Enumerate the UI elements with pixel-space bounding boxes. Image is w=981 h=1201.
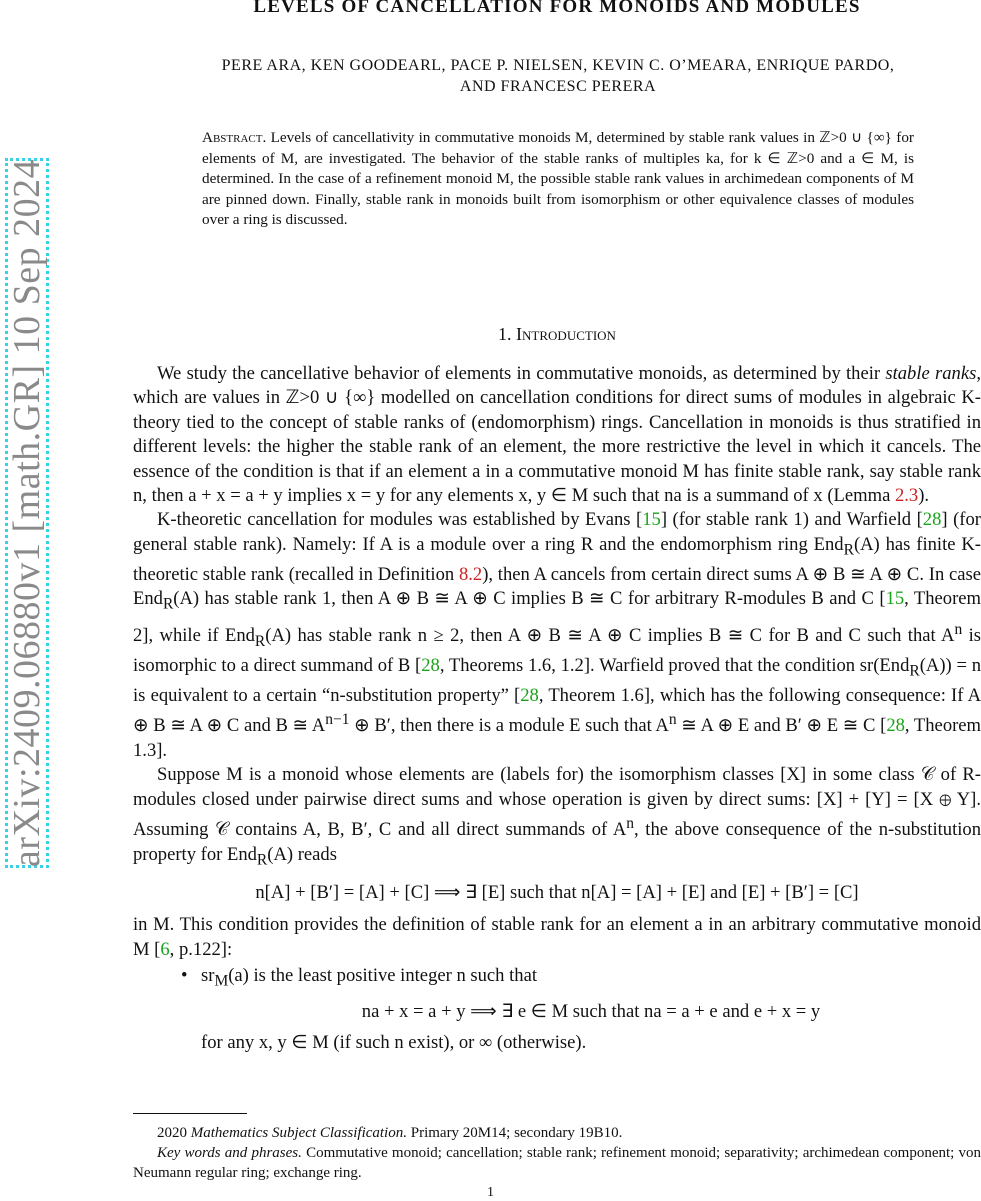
text-run: sr <box>201 965 215 987</box>
superscript: n <box>954 620 963 638</box>
text-run: Suppose M is a monoid whose elements are (labels for) the isomorphism classes [X] in some class 𝒞 of R-modules closed under pairwise direct sums and whose operation is given by direct sums: [X] + [Y] = [X ⊕ Y]. Assuming 𝒞 contains A, B, B′, C and all direct summands of A <box>133 764 981 841</box>
superscript: n−1 <box>325 711 350 729</box>
paragraph-3 <box>133 763 981 873</box>
text-run: , Theorems 1.6, 1.2]. Warfield proved that the condition sr(End <box>439 654 910 676</box>
bullet-item <box>181 964 981 994</box>
text-run: K-theoretic cancellation for modules was established by Evans [ <box>157 509 643 531</box>
citation-link[interactable]: 28 <box>886 715 905 737</box>
lemma-link[interactable]: 2.3 <box>894 485 919 507</box>
subscript: R <box>909 662 920 680</box>
text-run: (a) is the least positive integer n such that <box>228 965 538 987</box>
citation-link[interactable]: 15 <box>885 588 905 610</box>
footnote-keywords <box>133 1143 981 1183</box>
citation-link[interactable]: 28 <box>520 684 539 706</box>
text-run: , which are values in ℤ>0 ∪ {∞} modelled on cancellation conditions for direct sums of modules in algebraic K-theory tied to the concept of stable ranks of (endomorphism) rings. Cancellation in monoids is thus stratified in different levels: the higher the stable rank of an element, the more restrictive the level in which it cancels. The essence of the condition is that if an element a in a commutative monoid M has finite stable rank, say stable rank n, then a + x = a + y implies x = y for any elements x, y ∈ M such that na is a summand of x (Lemma <box>133 363 981 507</box>
page-number: 1 <box>487 1185 494 1200</box>
body-text <box>133 362 981 1055</box>
authors-line-1: PERE ARA, KEN GOODEARL, PACE P. NIELSEN, KEVIN C. O’MEARA, ENRIQUE PARDO, <box>221 57 895 74</box>
authors-line-2: AND FRANCESC PERERA <box>459 78 657 95</box>
display-equation: n[A] + [B′] = [A] + [C] ⟹ ∃ [E] such that n[A] = [A] + [E] and [E] + [B′] = [C] <box>255 881 859 903</box>
text-run: (A) has stable rank 1, then A ⊕ B ≅ A ⊕ C implies B ≅ C for arbitrary R-modules B and C [ <box>173 588 886 610</box>
abstract <box>202 128 914 231</box>
text-run: ). <box>918 485 930 507</box>
subscript: R <box>256 851 268 869</box>
paragraph-4 <box>133 913 981 962</box>
footnotes <box>133 1123 981 1183</box>
text-run: We study the cancellative behavior of elements in commutative monoids, as determined by their <box>157 363 886 384</box>
text-run: , Theorem 1.3]. <box>133 715 981 761</box>
text-run: Commutative monoid; cancellation; stable rank; refinement monoid; separativity; archimedean component; von Neumann regular ring; exchange ring. <box>133 1145 981 1181</box>
text-run: is isomorphic to a direct summand of B [ <box>133 624 981 676</box>
arxiv-stamp <box>5 158 49 868</box>
text-run: , Theorem 1.6], which has the following consequence: If A ⊕ B ≅ A ⊕ C and B ≅ A <box>133 684 981 737</box>
section-title: Introduction <box>516 324 616 344</box>
text-run: (A) has finite K-theoretic stable rank (recalled in Definition <box>133 533 981 585</box>
text-run: , p.122]: <box>169 938 233 960</box>
bullet-text <box>201 964 537 994</box>
subscript: R <box>254 632 266 650</box>
text-run: ), then A cancels from certain direct sums A ⊕ B ≅ A ⊕ C. In case End <box>133 563 981 610</box>
text-run: ≅ A ⊕ E and B′ ⊕ E ≅ C [ <box>676 715 887 737</box>
text-run: 2020 <box>157 1125 191 1141</box>
bullet-tail-text: for any x, y ∈ M (if such n exist), or ∞ (otherwise). <box>201 1031 587 1053</box>
abstract-label: Abstract. <box>202 129 267 146</box>
citation-link[interactable]: 15 <box>642 509 661 531</box>
text-run: (A)) = n is equivalent to a certain “n-substitution property” [ <box>133 654 981 706</box>
section-heading <box>133 324 981 345</box>
text-run: ] (for stable rank 1) and Warfield [ <box>660 509 923 531</box>
text-run: in M. This condition provides the definition of stable rank for an element a in an arbitrary commutative monoid M [ <box>133 914 981 960</box>
footnote-msc <box>133 1123 981 1143</box>
citation-link[interactable]: 28 <box>421 654 440 676</box>
subscript: R <box>162 596 174 614</box>
bullet-display-equation: na + x = a + y ⟹ ∃ e ∈ M such that na = a + e and e + x = y <box>361 1001 821 1023</box>
subscript: M <box>214 972 229 990</box>
abstract-text: Levels of cancellativity in commutative monoids M, determined by stable rank values in ℤ>0 ∪ {∞} for elements of M, are investigated. The behavior of the stable ranks of multiples ka, for k ∈ ℤ>0 and a ∈ M, is determined. In the case of a refinement monoid M, the possible stable rank values in archimedean components of M are pinned down. Finally, stable rank in monoids built from isomorphism or other equivalence classes of modules over a ring is discussed. <box>202 129 914 229</box>
citation-link[interactable]: 28 <box>922 509 942 531</box>
footnote-rule <box>133 1113 247 1114</box>
emphasis: Key words and phrases. <box>157 1145 302 1161</box>
emphasis: Mathematics Subject Classification. <box>190 1125 407 1141</box>
paragraph-2 <box>133 508 981 763</box>
superscript: n <box>668 711 677 729</box>
text-run: Primary 20M14; secondary 19B10. <box>406 1125 623 1141</box>
emphasis: stable ranks <box>885 363 977 384</box>
subscript: R <box>843 541 854 559</box>
text-run: ] (for general stable rank). Namely: If A is a module over a ring R and the endomorphism ring End <box>133 509 981 555</box>
section-number: 1. <box>498 324 512 344</box>
text-run: ⊕ B′, then there is a module E such that A <box>349 715 669 737</box>
text-run: , the above consequence of the n-substitution property for End <box>133 819 981 865</box>
text-run: , Theorem 2], while if End <box>133 588 981 646</box>
paragraph-1 <box>133 362 981 508</box>
citation-link[interactable]: 6 <box>160 938 170 960</box>
definition-link[interactable]: 8.2 <box>458 563 483 585</box>
paper-title: LEVELS OF CANCELLATION FOR MONOIDS AND MODULES <box>253 0 861 17</box>
author-list <box>150 55 966 97</box>
text-run: (A) reads <box>267 843 337 865</box>
arxiv-id: arXiv:2409.06880v1 [math.GR] 10 Sep 2024 <box>6 158 48 868</box>
text-run: (A) has stable rank n ≥ 2, then A ⊕ B ≅ A ⊕ C implies B ≅ C for B and C such that A <box>265 624 955 646</box>
bullet-icon: • <box>181 965 188 987</box>
superscript: n <box>626 815 635 833</box>
